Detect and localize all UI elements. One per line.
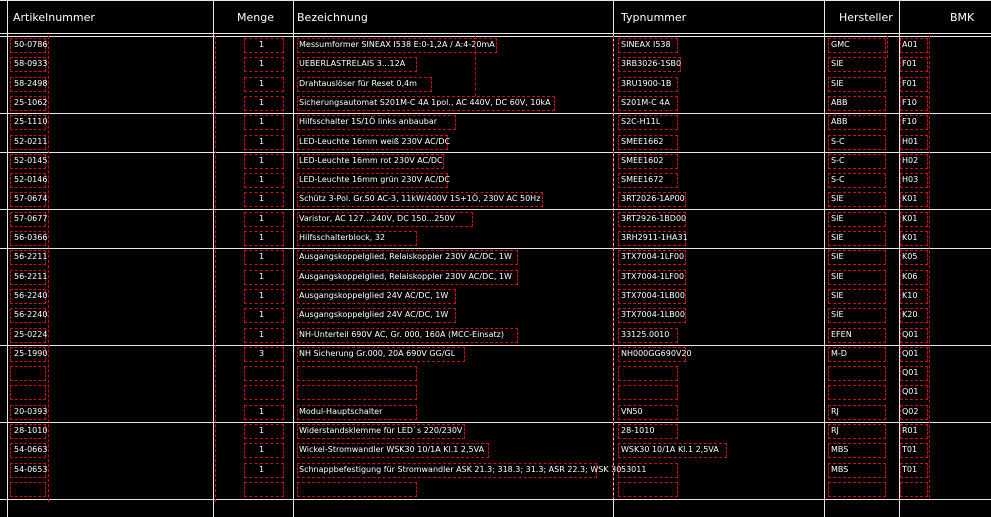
cell-menge: 1: [259, 445, 265, 454]
cell-bezeichnung: NH Sicherung Gr.000, 20A 690V GG/GL: [299, 349, 456, 358]
cell-hersteller: SIE: [831, 59, 844, 68]
cell-hersteller: S-C: [831, 137, 845, 146]
cell-bmk: Q01: [902, 349, 919, 358]
cell-bezeichnung: Schütz 3-Pol. Gr.S0 AC-3, 11kW/400V 1S+1Ö, 230V AC 50Hz: [299, 194, 541, 203]
cell-hersteller: S-C: [831, 175, 845, 184]
guide-line: [475, 36, 476, 96]
cell-artikelnummer: 56-2211: [14, 272, 48, 281]
cell-bezeichnung: Ausgangskoppelglied 24V AC/DC, 1W: [299, 291, 449, 300]
guide-line: [48, 36, 49, 502]
cell-artikelnummer: 58-0933: [14, 59, 48, 68]
cell-hersteller: SIE: [831, 79, 844, 88]
cell-hersteller: ABB: [831, 98, 848, 107]
cell-bmk: Q02: [902, 407, 919, 416]
cell-bezeichnung: Ausgangskoppelglied, Relaiskoppler 230V AC/DC, 1W: [299, 252, 512, 261]
cell-bezeichnung: Hilfsschalterblock, 32: [299, 233, 386, 242]
table-row: [0, 461, 991, 480]
table-row: [0, 152, 991, 171]
table-row: [0, 422, 991, 441]
cell-typnummer: 33125.0010: [621, 330, 670, 339]
cell-bezeichnung: Modul-Hauptschalter: [299, 407, 383, 416]
cell-hersteller: MBS: [831, 465, 849, 474]
text-frame: [244, 385, 284, 400]
table-row: [0, 326, 991, 345]
header-typnummer: Typnummer: [621, 11, 687, 24]
table-row: [0, 190, 991, 209]
cell-artikelnummer: 25-0224: [14, 330, 48, 339]
cell-typnummer: SMEE1662: [621, 137, 664, 146]
header-bezeichnung: Bezeichnung: [297, 11, 368, 24]
text-frame: [828, 385, 886, 400]
cell-bezeichnung: NH-Unterteil 690V AC, Gr. 000, 160A (MCC-Einsatz): [299, 330, 504, 339]
cell-typnummer: 3RT2926-1BD00: [621, 214, 687, 223]
text-frame: [10, 385, 46, 400]
cell-bezeichnung: LED-Leuchte 16mm weiß 230V AC/DC: [299, 137, 451, 146]
cell-menge: 1: [259, 175, 265, 184]
cell-typnummer: 3RH2911-1HA31: [621, 233, 688, 242]
cell-typnummer: 28-1010: [621, 426, 655, 435]
cell-bezeichnung: Messumformer SINEAX I538 E:0-1,2A / A:4-20mA: [299, 40, 495, 49]
cell-bmk: F10: [902, 98, 917, 107]
table-row: [0, 55, 991, 74]
row-divider: [0, 33, 991, 34]
cell-bmk: K10: [902, 291, 918, 300]
cell-artikelnummer: 25-1990: [14, 349, 48, 358]
guide-line: [929, 36, 930, 498]
cell-bezeichnung: LED-Leuchte 16mm grün 230V AC/DC: [299, 175, 450, 184]
cell-hersteller: SIE: [831, 233, 844, 242]
table-row: [0, 268, 991, 287]
row-divider: [0, 499, 991, 500]
cell-menge: 1: [259, 291, 265, 300]
cell-bmk: F01: [902, 79, 917, 88]
table-row: [0, 113, 991, 132]
cell-artikelnummer: 25-1062: [14, 98, 48, 107]
cell-bmk: K06: [902, 272, 918, 281]
cell-hersteller: RJ: [831, 426, 839, 435]
cell-typnummer: 3TX7004-1LF00: [621, 272, 685, 281]
cell-typnummer: S201M-C 4A: [621, 98, 670, 107]
cell-typnummer: 3TX7004-1LB00: [621, 310, 685, 319]
cell-menge: 1: [259, 330, 265, 339]
table-row: [0, 75, 991, 94]
cell-bmk: H02: [902, 156, 919, 165]
text-frame: [828, 482, 886, 497]
cell-hersteller: S-C: [831, 156, 845, 165]
cell-hersteller: ABB: [831, 117, 848, 126]
cell-artikelnummer: 52-0211: [14, 137, 48, 146]
text-frame: [297, 385, 417, 400]
cell-menge: 1: [259, 194, 265, 203]
cell-typnummer: 3TX7004-1LF00: [621, 252, 685, 261]
cell-bmk: Q01: [902, 387, 919, 396]
cell-artikelnummer: 52-0145: [14, 156, 48, 165]
cell-bmk: K01: [902, 214, 918, 223]
cell-bezeichnung: Ausgangskoppelglied, Relaiskoppler 230V AC/DC, 1W: [299, 272, 512, 281]
cell-bmk: K05: [902, 252, 918, 261]
text-frame: [618, 482, 678, 497]
cell-hersteller: SIE: [831, 291, 844, 300]
text-frame: [828, 366, 886, 381]
cell-typnummer: 3RB3026-1SB0: [621, 59, 682, 68]
table-row: [0, 403, 991, 422]
text-frame: [900, 482, 928, 497]
cell-menge: 1: [259, 214, 265, 223]
cell-bmk: A01: [902, 40, 918, 49]
cell-menge: 1: [259, 272, 265, 281]
table-row: [0, 248, 991, 267]
cell-bmk: R01: [902, 426, 918, 435]
cell-artikelnummer: 56-2240: [14, 310, 48, 319]
cell-artikelnummer: 28-1010: [14, 426, 48, 435]
guide-line: [613, 36, 614, 498]
cell-hersteller: M-D: [831, 349, 847, 358]
cell-typnummer: SMEE1602: [621, 156, 664, 165]
cell-typnummer: WSK30 10/1A Kl.1 2,5VA: [621, 445, 719, 454]
cell-bmk: T01: [902, 445, 918, 454]
cell-menge: 1: [259, 59, 265, 68]
cell-hersteller: SIE: [831, 272, 844, 281]
table-row: [0, 229, 991, 248]
cell-typnummer: VN50: [621, 407, 643, 416]
header-bmk: BMK: [950, 11, 975, 24]
cell-bezeichnung: Ausgangskoppelglied 24V AC/DC, 1W: [299, 310, 449, 319]
table-row: [0, 364, 991, 383]
cell-menge: 1: [259, 98, 265, 107]
table-row: [0, 171, 991, 190]
table-row: [0, 480, 991, 499]
cell-menge: 1: [259, 117, 265, 126]
cell-typnummer: SMEE1672: [621, 175, 664, 184]
cell-bezeichnung: Widerstandsklemme für LED`s 220/230V: [299, 426, 463, 435]
cell-artikelnummer: 56-2240: [14, 291, 48, 300]
cell-hersteller: SIE: [831, 194, 844, 203]
cell-bmk: H03: [902, 175, 919, 184]
header-hersteller: Hersteller: [839, 11, 893, 24]
table-row: [0, 306, 991, 325]
cell-bezeichnung: Hilfsschalter 1S/1Ö links anbaubar: [299, 117, 438, 126]
cell-artikelnummer: 58-2498: [14, 79, 48, 88]
cell-artikelnummer: 56-0366: [14, 233, 48, 242]
cell-hersteller: EFEN: [831, 330, 852, 339]
cell-menge: 1: [259, 310, 265, 319]
cell-menge: 1: [259, 137, 265, 146]
cell-menge: 1: [259, 426, 265, 435]
header-menge: Menge: [237, 11, 274, 24]
text-frame: [244, 366, 284, 381]
table-row: [0, 345, 991, 364]
cell-bmk: Q01: [902, 368, 919, 377]
cell-artikelnummer: 52-0146: [14, 175, 48, 184]
cell-bmk: F01: [902, 59, 917, 68]
row-divider: [0, 0, 991, 1]
cell-bezeichnung: Sicherungsautomat S201M-C 4A 1pol., AC 440V, DC 60V, 10kA: [299, 98, 551, 107]
cell-menge: 1: [259, 40, 265, 49]
table-row: [0, 94, 991, 113]
cell-bezeichnung: UEBERLASTRELAIS 3...12A: [299, 59, 406, 68]
table-row: [0, 441, 991, 460]
cell-hersteller: SIE: [831, 310, 844, 319]
cell-hersteller: RJ: [831, 407, 839, 416]
cell-bezeichnung: Schnappbefestigung für Stromwandler ASK 21.3; 318.3; 31.3; ASR 22.3; WSK 30: [299, 465, 622, 474]
cell-artikelnummer: 56-2211: [14, 252, 48, 261]
text-frame: [297, 366, 417, 381]
cell-hersteller: GMC: [831, 40, 850, 49]
cell-typnummer: 3RU1900-1B: [621, 79, 672, 88]
cell-artikelnummer: 50-0786: [14, 40, 48, 49]
cell-bmk: K01: [902, 194, 918, 203]
cell-artikelnummer: 57-0674: [14, 194, 48, 203]
text-frame: [244, 482, 284, 497]
text-frame: [10, 366, 46, 381]
text-frame: [297, 482, 417, 497]
text-frame: [618, 385, 678, 400]
cell-menge: 3: [259, 349, 265, 358]
text-frame: [618, 366, 678, 381]
cell-typnummer: NH000GG690V20: [621, 349, 692, 358]
table-row: [0, 210, 991, 229]
header-artikelnummer: Artikelnummer: [13, 11, 95, 24]
table-row: [0, 383, 991, 402]
cell-hersteller: SIE: [831, 252, 844, 261]
cell-menge: 1: [259, 156, 265, 165]
cell-typnummer: 53011: [621, 465, 647, 474]
cell-bmk: T01: [902, 465, 918, 474]
cell-bmk: Q01: [902, 330, 919, 339]
cell-artikelnummer: 54-0663: [14, 445, 48, 454]
cell-menge: 1: [259, 407, 265, 416]
cell-menge: 1: [259, 233, 265, 242]
text-frame: [10, 482, 46, 497]
table-row: [0, 133, 991, 152]
cell-bezeichnung: Wickel-Stromwandler WSK30 10/1A Kl.1 2,5VA: [299, 445, 485, 454]
cell-typnummer: 3TX7004-1LB00: [621, 291, 685, 300]
guide-line: [215, 36, 216, 502]
cell-artikelnummer: 20-0393: [14, 407, 48, 416]
cell-typnummer: SINEAX I538: [621, 40, 671, 49]
cell-artikelnummer: 57-0677: [14, 214, 48, 223]
cell-bmk: H01: [902, 137, 919, 146]
cell-typnummer: 3RT2026-1AP00: [621, 194, 685, 203]
cell-artikelnummer: 25-1110: [14, 117, 48, 126]
cell-bezeichnung: LED-Leuchte 16mm rot 230V AC/DC: [299, 156, 443, 165]
cell-bezeichnung: Drahtauslöser für Reset 0,4m: [299, 79, 417, 88]
cell-artikelnummer: 54-0653: [14, 465, 48, 474]
cell-bmk: K01: [902, 233, 918, 242]
cell-bezeichnung: Varistor, AC 127...240V, DC 150...250V: [299, 214, 455, 223]
cell-menge: 1: [259, 465, 265, 474]
cell-hersteller: MBS: [831, 445, 849, 454]
cell-menge: 1: [259, 79, 265, 88]
cell-typnummer: S2C-H11L: [621, 117, 661, 126]
cell-hersteller: SIE: [831, 214, 844, 223]
table-row: [0, 287, 991, 306]
cell-bmk: F10: [902, 117, 917, 126]
guide-line: [887, 36, 888, 58]
cell-menge: 1: [259, 252, 265, 261]
table-row: [0, 36, 991, 55]
cell-bmk: K20: [902, 310, 918, 319]
